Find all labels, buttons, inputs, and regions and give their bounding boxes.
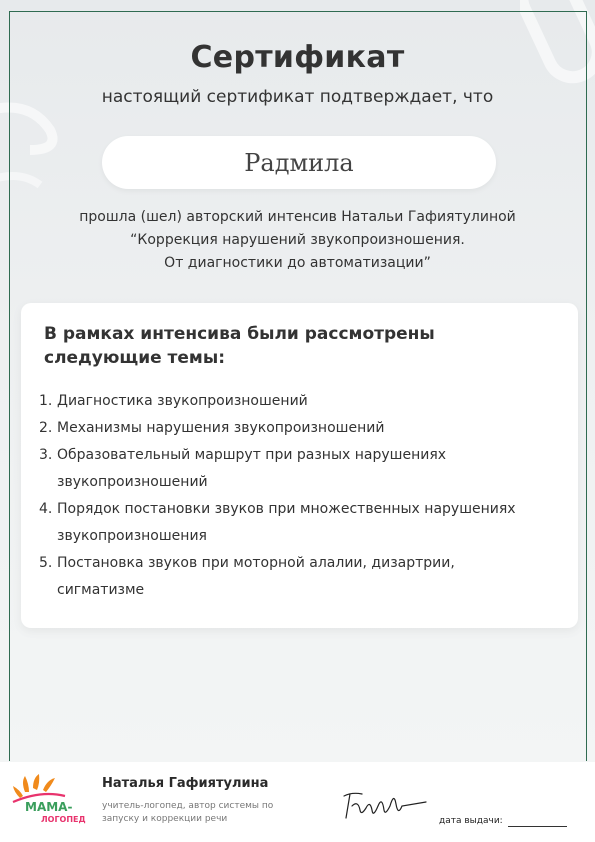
- topic-text: Образовательный маршрут при разных нарушениях: [57, 447, 447, 463]
- mama-logoped-logo: [11, 772, 93, 828]
- topics-heading-line: следующие темы:: [44, 348, 225, 368]
- topics-list: [39, 388, 569, 604]
- topic-item: [39, 496, 569, 550]
- logo-text-top: МАМА-: [25, 800, 73, 814]
- certificate-title: Сертификат: [190, 40, 405, 75]
- logo-text-bottom: ЛОГОПЕД: [41, 815, 86, 824]
- topic-number: 4.: [39, 501, 53, 517]
- topic-number: 3.: [39, 447, 53, 463]
- author-description-line: учитель-логопед, автор системы по: [102, 801, 274, 811]
- topic-item: [39, 415, 569, 442]
- course-description: [0, 206, 595, 275]
- topic-text: Механизмы нарушения звукопроизношений: [57, 420, 385, 436]
- topic-number: 1.: [39, 393, 53, 409]
- topic-text: звукопроизношений: [57, 474, 208, 490]
- topic-item: [39, 442, 569, 496]
- topic-text: Порядок постановки звуков при множественных нарушениях: [57, 501, 516, 517]
- topic-text: Постановка звуков при моторной алалии, дизартрии,: [57, 555, 455, 571]
- topic-text: звукопроизношения: [57, 528, 207, 544]
- author-signature: [338, 784, 430, 826]
- topics-heading-line: В рамках интенсива были рассмотрены: [44, 324, 435, 344]
- issue-date-line: [508, 826, 567, 827]
- topic-text: сигматизме: [57, 582, 145, 598]
- topic-number: 2.: [39, 420, 53, 436]
- course-description-line: От диагностики до автоматизации”: [164, 255, 431, 271]
- topic-number: 5.: [39, 555, 53, 571]
- topic-text: Диагностика звукопроизношений: [57, 393, 308, 409]
- author-description: [102, 800, 292, 826]
- topic-item: [39, 550, 569, 604]
- topic-item: [39, 388, 569, 415]
- author-name: Наталья Гафиятулина: [102, 776, 269, 791]
- author-description-line: запуску и коррекции речи: [102, 814, 228, 824]
- issue-date-label: дата выдачи:: [439, 816, 503, 826]
- recipient-name: Радмила: [244, 148, 354, 177]
- topics-card: [21, 303, 578, 628]
- course-description-line: “Коррекция нарушений звукопроизношения.: [130, 232, 465, 248]
- course-description-line: прошла (шел) авторский интенсив Натальи Гафиятулиной: [79, 209, 516, 225]
- certificate-subtitle: настоящий сертификат подтверждает, что: [101, 87, 494, 107]
- recipient-name-box: [102, 136, 496, 189]
- topics-heading: [44, 322, 544, 370]
